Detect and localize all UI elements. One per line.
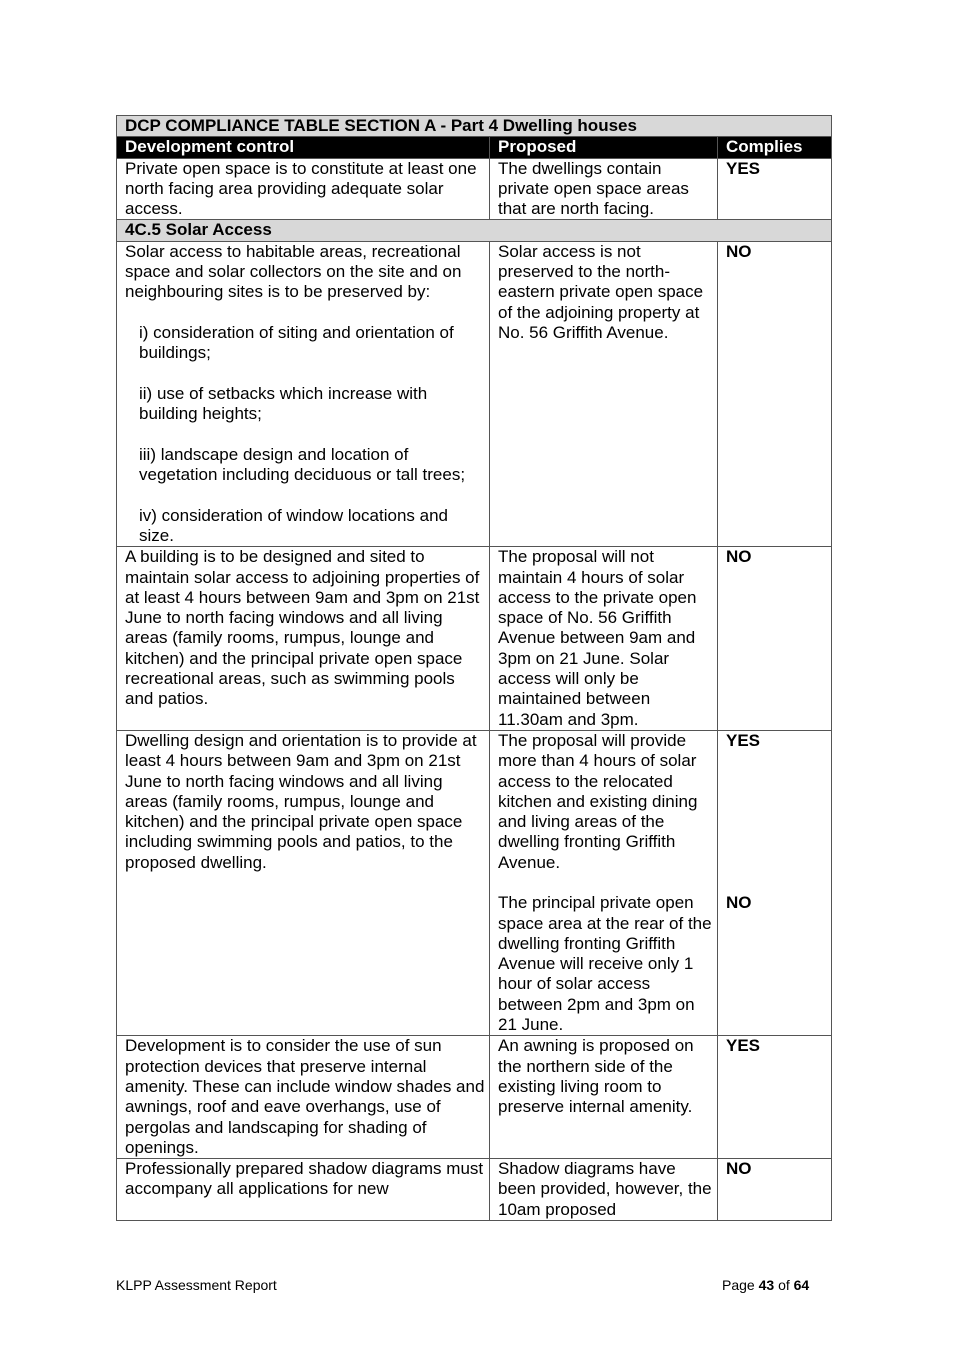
table-row: [117, 730, 832, 1035]
proposed-cell: The dwellings contain private open space areas that are north facing.: [490, 158, 718, 220]
proposed-part-b: The principal private open space area at the rear of the dwelling fronting Griffith Avenue will receive only 1 hour of solar access between 2pm and 3pm on 21 June.: [498, 893, 712, 1035]
page-of: of: [778, 1277, 790, 1293]
table-title-row: [117, 116, 832, 137]
page-current: 43: [758, 1277, 775, 1293]
table-row: [117, 158, 832, 220]
control-cell: A building is to be designed and sited to maintain solar access to adjoining properties of at least 4 hours between 9am and 3pm on 21st June to north facing windows and all living areas (family rooms, rumpus, lounge and kitchen) and the principal private open space recreational areas, such as swimming pools and patios.: [117, 547, 490, 731]
table-row: [117, 547, 832, 731]
proposed-cell: Solar access is not preserved to the north-eastern private open space of the adjoining property at No. 56 Griffith Avenue.: [490, 241, 718, 546]
control-item: iii) landscape design and location of vegetation including deciduous or tall trees;: [139, 444, 466, 485]
proposed-cell: The proposal will not maintain 4 hours of solar access to the private open space of No. 56 Griffith Avenue between 9am and 3pm on 21 June. Solar access will only be maintained between 11.30am and 3pm.: [490, 547, 718, 731]
table-title: DCP COMPLIANCE TABLE SECTION A - Part 4 Dwelling houses: [117, 116, 832, 137]
header-proposed: Proposed: [490, 137, 718, 158]
control-cell: Dwelling design and orientation is to provide at least 4 hours between 9am and 3pm on 21st June to north facing windows and all living areas (family rooms, rumpus, lounge and kitchen) and the principal private open space including swimming pools and patios, to the proposed dwelling.: [117, 730, 490, 1035]
complies-cell: NO: [718, 1159, 832, 1221]
table-row: [117, 1036, 832, 1159]
proposed-cell: An awning is proposed on the northern side of the existing living room to preserve internal amenity.: [490, 1036, 718, 1159]
complies-cell: NO: [718, 241, 832, 546]
control-cell: Professionally prepared shadow diagrams must accompany all applications for new: [117, 1159, 490, 1221]
proposed-cell: Shadow diagrams have been provided, however, the 10am proposed: [490, 1159, 718, 1221]
complies-cell: YES: [718, 1036, 832, 1159]
complies-cell: [718, 730, 832, 1035]
page-prefix: Page: [722, 1277, 755, 1293]
complies-cell: NO: [718, 547, 832, 731]
header-development-control: Development control: [117, 137, 490, 158]
page-total: 64: [793, 1277, 810, 1293]
footer-page-number: [722, 1277, 809, 1293]
control-cell: Development is to consider the use of sun protection devices that preserve internal amenity. These can include window shades and awnings, roof and eave overhangs, use of pergolas and landscaping for shading of openings.: [117, 1036, 490, 1159]
complies-part-a: YES: [726, 730, 761, 750]
proposed-part-a: The proposal will provide more than 4 hours of solar access to the relocated kitchen and existing dining and living areas of the dwelling fronting Griffith Avenue.: [498, 730, 698, 872]
proposed-cell: [490, 730, 718, 1035]
control-item: i) consideration of siting and orientation of buildings;: [139, 322, 454, 363]
section-header-row: [117, 220, 832, 241]
header-complies: Complies: [718, 137, 832, 158]
section-title: 4C.5 Solar Access: [117, 220, 832, 241]
table-row: [117, 1159, 832, 1221]
complies-cell: YES: [718, 158, 832, 220]
control-item: iv) consideration of window locations and size.: [139, 505, 449, 545]
table-row: [117, 241, 832, 546]
control-intro: Solar access to habitable areas, recreational space and solar collectors on the site and on neighbouring sites is to be preserved by:: [125, 241, 462, 302]
control-cell: [117, 241, 490, 546]
footer-report-name: KLPP Assessment Report: [116, 1277, 277, 1293]
table-header-row: [117, 137, 832, 158]
control-item: ii) use of setbacks which increase with building heights;: [139, 383, 428, 424]
complies-part-b: NO: [726, 893, 752, 913]
compliance-table: [116, 115, 832, 1221]
control-cell: Private open space is to constitute at least one north facing area providing adequate solar access.: [117, 158, 490, 220]
